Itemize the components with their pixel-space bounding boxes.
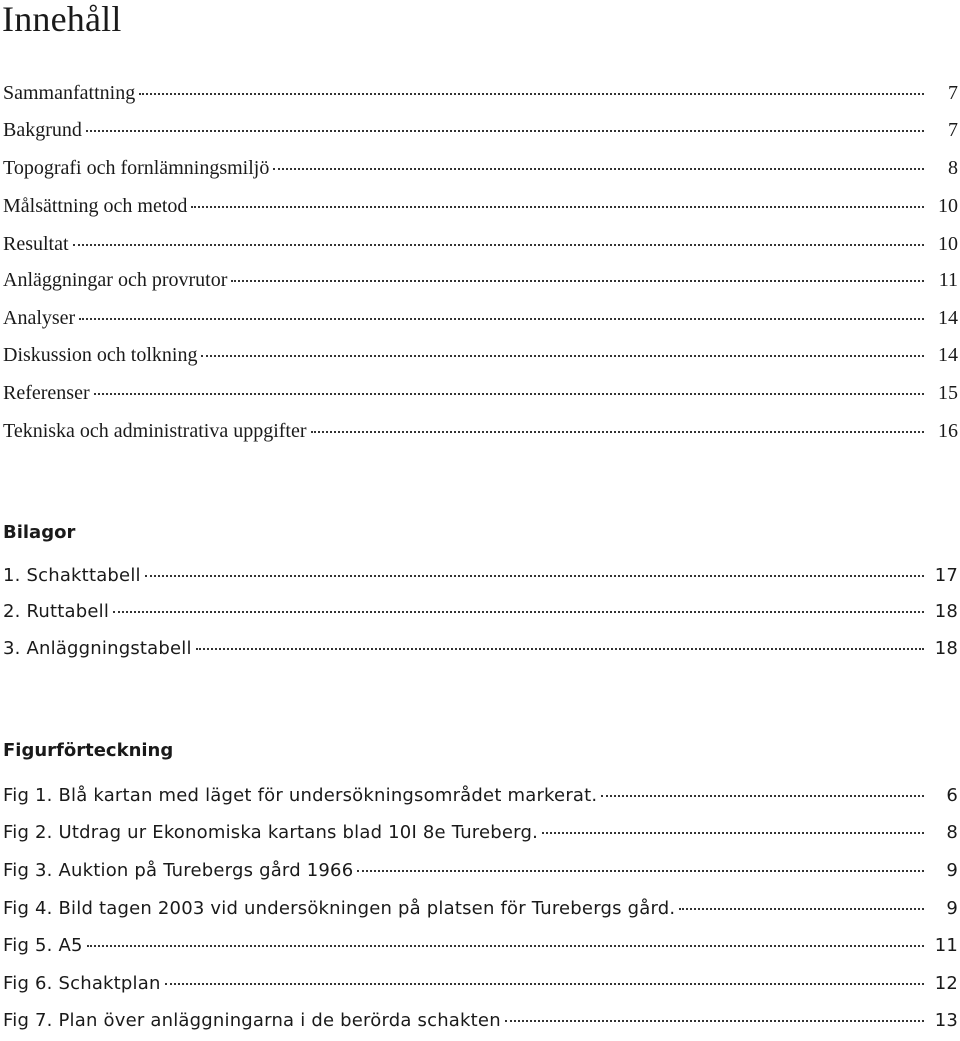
figure-entry[interactable]: [3, 1010, 958, 1040]
dot-leader: [94, 393, 924, 395]
figure-entry-page: 13: [934, 1010, 958, 1031]
toc-entry-label: Topografi och fornlämningsmiljö: [3, 157, 270, 179]
dot-leader: [273, 168, 924, 170]
toc-entry-analyser[interactable]: [3, 307, 958, 337]
toc-entry-page: 14: [938, 307, 958, 329]
dot-leader: [542, 832, 924, 834]
toc-entry-label: Bakgrund: [3, 119, 82, 141]
figure-entry-page: 9: [946, 898, 958, 919]
figure-entry-page: 9: [946, 860, 958, 881]
toc-entry-page: 8: [948, 157, 958, 179]
dot-leader: [601, 795, 924, 797]
dot-leader: [196, 648, 924, 650]
dot-leader: [86, 130, 924, 132]
toc-entry-page: 7: [948, 119, 958, 141]
appendix-entry-page: 17: [934, 565, 958, 586]
appendix-entry[interactable]: [3, 565, 958, 595]
toc-entry-bakgrund[interactable]: [3, 119, 958, 149]
figure-entry[interactable]: [3, 973, 958, 1003]
dot-leader: [165, 983, 924, 985]
figure-entry-label: Fig 3. Auktion på Turebergs gård 1966: [3, 860, 354, 881]
appendix-entry-page: 18: [934, 601, 958, 622]
toc-entry-topografi[interactable]: [3, 157, 958, 187]
appendices-heading: Bilagor: [3, 522, 76, 543]
dot-leader: [145, 575, 924, 577]
toc-entry-label: Anläggningar och provrutor: [3, 269, 228, 291]
appendix-entry-label: 3. Anläggningstabell: [3, 638, 192, 659]
dot-leader: [505, 1020, 924, 1022]
toc-entry-diskussion[interactable]: [3, 344, 958, 374]
figure-entry[interactable]: [3, 785, 958, 815]
figure-entry-label: Fig 1. Blå kartan med läget för undersökningsområdet markerat.: [3, 785, 598, 806]
figure-entry[interactable]: [3, 860, 958, 890]
toc-entry-page: 10: [938, 233, 958, 255]
toc-entry-malsattning[interactable]: [3, 195, 958, 225]
figure-entry[interactable]: [3, 898, 958, 928]
dot-leader: [79, 318, 924, 320]
figures-heading: Figurförteckning: [3, 740, 174, 761]
figure-entry-page: 6: [946, 785, 958, 806]
toc-entry-page: 16: [938, 420, 958, 442]
figure-entry[interactable]: [3, 935, 958, 965]
figure-entry-label: Fig 5. A5: [3, 935, 83, 956]
toc-entry-label: Målsättning och metod: [3, 195, 188, 217]
toc-entry-tekniska[interactable]: [3, 420, 958, 450]
toc-entry-page: 7: [948, 82, 958, 104]
dot-leader: [73, 244, 924, 246]
toc-entry-referenser[interactable]: [3, 382, 958, 412]
dot-leader: [201, 355, 924, 357]
appendix-entry[interactable]: [3, 638, 958, 668]
figure-entry-label: Fig 4. Bild tagen 2003 vid undersökningen på platsen för Turebergs gård.: [3, 898, 676, 919]
figure-entry-label: Fig 2. Utdrag ur Ekonomiska kartans blad 10I 8e Tureberg.: [3, 822, 539, 843]
figure-entry-page: 11: [934, 935, 958, 956]
toc-entry-page: 15: [938, 382, 958, 404]
dot-leader: [113, 611, 924, 613]
toc-entry-label: Analyser: [3, 307, 76, 329]
dot-leader: [311, 431, 924, 433]
appendix-entry-label: 2. Ruttabell: [3, 601, 110, 622]
toc-entry-page: 11: [938, 269, 958, 291]
figure-entry-page: 8: [946, 822, 958, 843]
dot-leader: [87, 945, 924, 947]
dot-leader: [191, 206, 924, 208]
dot-leader: [231, 280, 924, 282]
toc-entry-label: Sammanfattning: [3, 82, 136, 104]
toc-entry-label: Diskussion och tolkning: [3, 344, 198, 366]
figure-entry-label: Fig 6. Schaktplan: [3, 973, 161, 994]
toc-entry-label: Resultat: [3, 233, 69, 255]
dot-leader: [679, 908, 924, 910]
figure-entry-page: 12: [934, 973, 958, 994]
dot-leader: [139, 93, 924, 95]
dot-leader: [357, 870, 924, 872]
toc-entry-sammanfattning[interactable]: [3, 82, 958, 112]
toc-entry-page: 14: [938, 344, 958, 366]
toc-entry-anlaggningar[interactable]: [3, 269, 958, 299]
toc-entry-label: Referenser: [3, 382, 90, 404]
appendix-entry[interactable]: [3, 601, 958, 631]
toc-entry-page: 10: [938, 195, 958, 217]
appendix-entry-page: 18: [934, 638, 958, 659]
toc-entry-label: Tekniska och administrativa uppgifter: [3, 420, 307, 442]
toc-entry-resultat[interactable]: [3, 233, 958, 263]
appendix-entry-label: 1. Schakttabell: [3, 565, 141, 586]
figure-entry-label: Fig 7. Plan över anläggningarna i de berörda schakten: [3, 1010, 501, 1031]
page-title: Innehåll: [2, 0, 122, 39]
figure-entry[interactable]: [3, 822, 958, 852]
